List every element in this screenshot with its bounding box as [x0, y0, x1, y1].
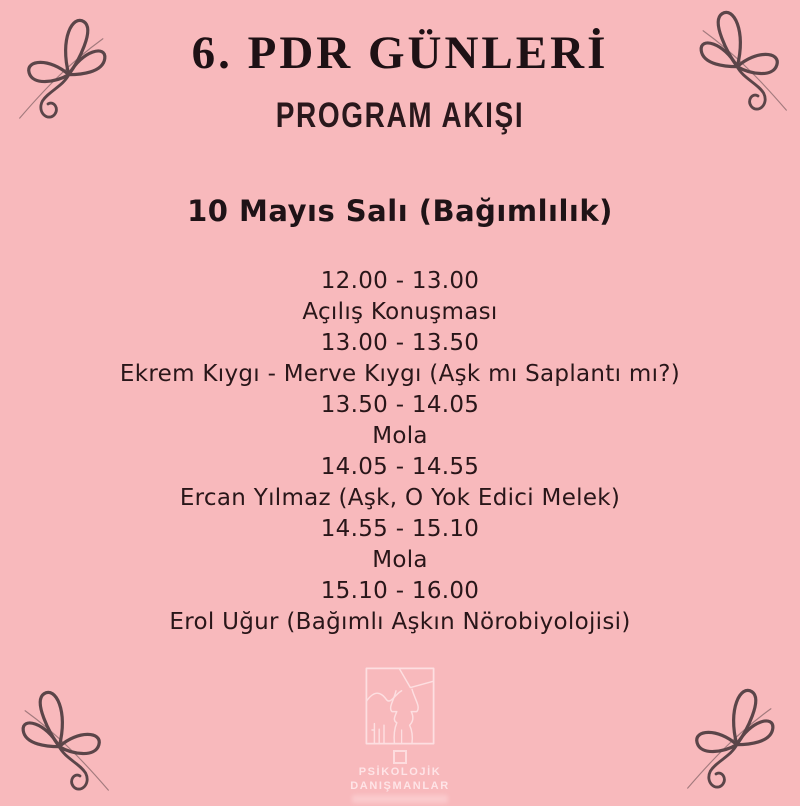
session-time: 14.05 - 14.55 — [320, 454, 480, 480]
session-time: 13.50 - 14.05 — [320, 392, 480, 418]
session-time: 14.55 - 15.10 — [320, 516, 480, 542]
poster-title: 6. PDR GÜNLERİ — [191, 27, 609, 79]
session-time: 15.10 - 16.00 — [320, 578, 480, 604]
logo-text-line2: DANIŞMANLAR — [350, 780, 450, 792]
logo-small-square-icon — [393, 750, 407, 764]
footer-logo-block — [0, 666, 800, 803]
session-title: Ekrem Kıygı - Merve Kıygı (Aşk mı Saplantı mı?) — [119, 361, 681, 387]
poster-subtitle: PROGRAM AKIŞI — [275, 96, 525, 135]
poster-header — [0, 0, 800, 136]
schedule-list — [0, 266, 800, 638]
session-title: Erol Uğur (Bağımlı Aşkın Nörobiyolojisi) — [169, 609, 631, 635]
logo-text-line1: PSİKOLOJİK — [358, 766, 442, 778]
program-section — [0, 194, 800, 638]
session-title: Mola — [372, 423, 428, 449]
session-time: 12.00 - 13.00 — [320, 268, 480, 294]
logo-tagline-blurred — [352, 795, 448, 803]
session-title: Mola — [372, 547, 428, 573]
session-title: Ercan Yılmaz (Aşk, O Yok Edici Melek) — [179, 485, 621, 511]
session-time: 13.00 - 13.50 — [320, 330, 480, 356]
session-title: Açılış Konuşması — [302, 299, 498, 325]
day-heading: 10 Mayıs Salı (Bağımlılık) — [187, 194, 613, 228]
psychological-counselors-logo-icon — [364, 666, 436, 746]
